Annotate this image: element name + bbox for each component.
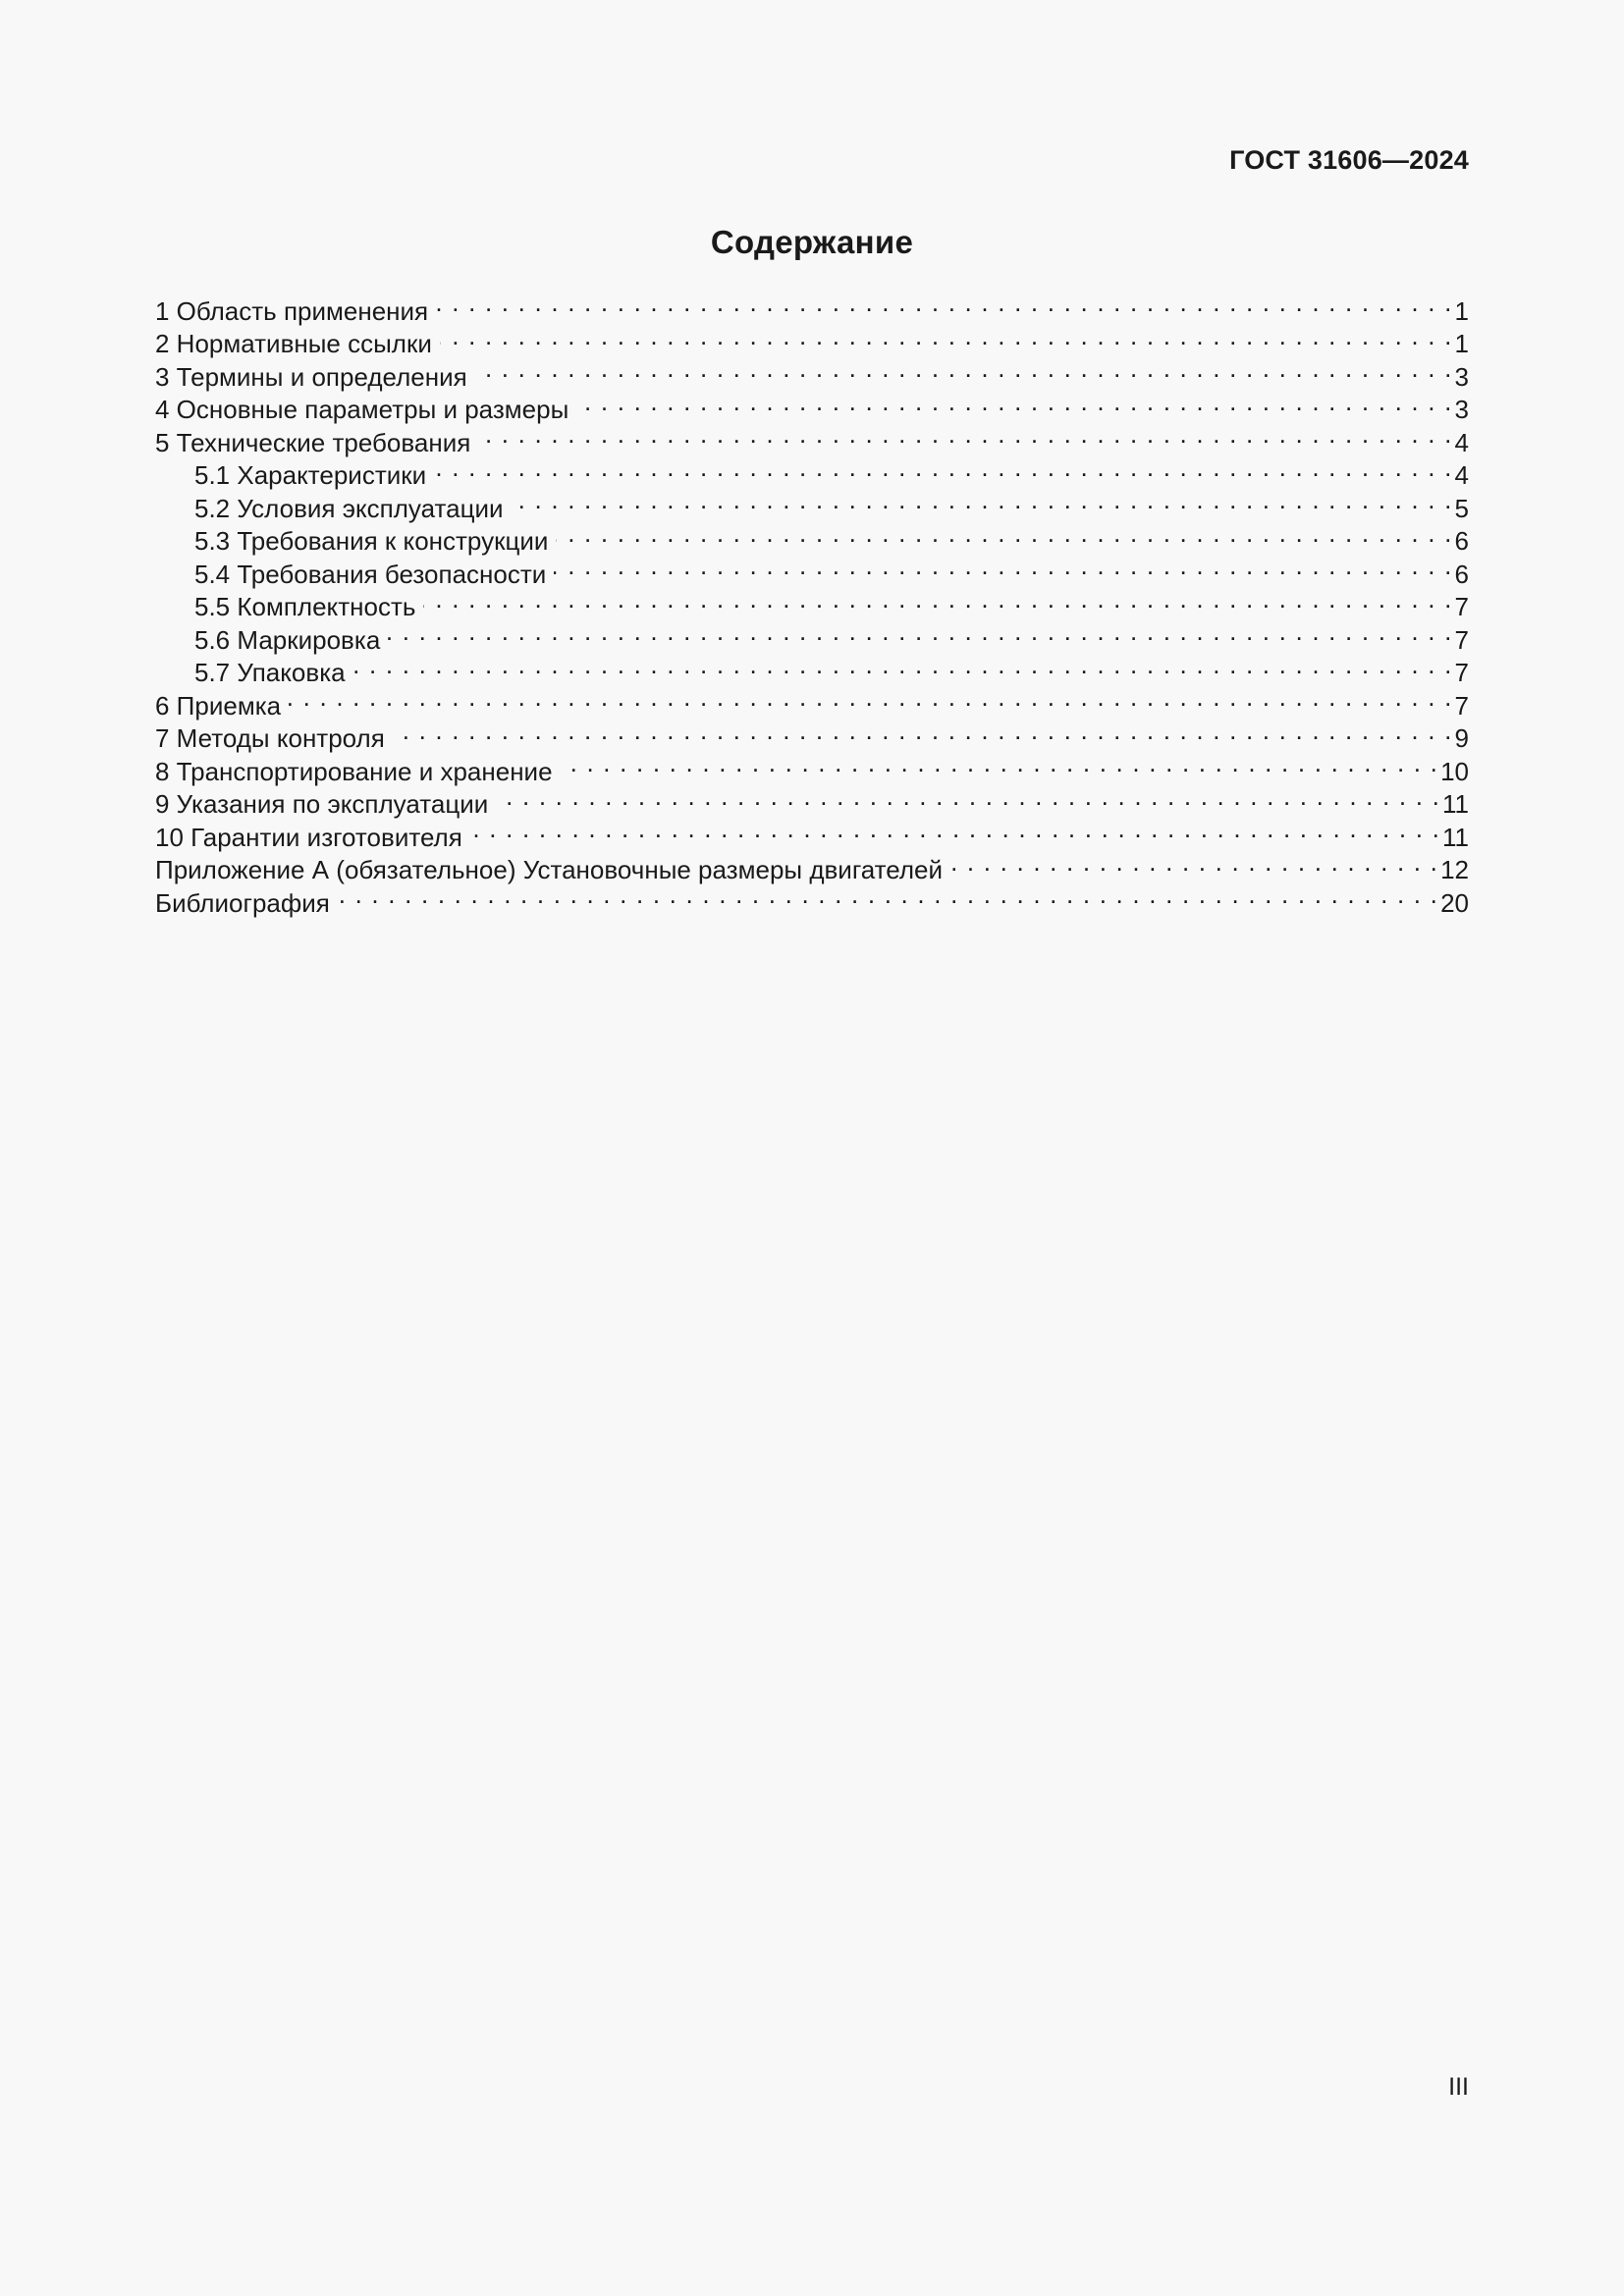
toc-entry-page: 3 — [1454, 361, 1469, 392]
dot-leader — [470, 813, 1440, 846]
document-code: ГОСТ 31606—2024 — [1229, 145, 1469, 175]
toc-entry-page: 7 — [1454, 690, 1469, 721]
toc-entry-page: 3 — [1454, 395, 1469, 424]
toc-entry-label: 5.4 Требования безопасности — [194, 559, 547, 589]
dot-leader — [353, 649, 1453, 682]
dot-leader — [289, 681, 1452, 715]
page-number: III — [1448, 2073, 1469, 2101]
toc-entry-page: 20 — [1440, 887, 1469, 918]
dot-leader — [388, 615, 1452, 649]
toc-entry-page: 12 — [1440, 855, 1469, 884]
toc-title: Содержание — [710, 224, 914, 260]
toc-entry-page: 4 — [1454, 460, 1469, 490]
toc-entry-label: 5.5 Комплектность — [194, 592, 416, 621]
toc-entry-label: 3 Термины и определения — [155, 361, 467, 392]
toc-entry-page: 7 — [1454, 592, 1469, 621]
dot-leader — [950, 846, 1438, 880]
toc-entry-label: 10 Гарантии изготовителя — [155, 822, 462, 852]
toc-entry-page: 11 — [1442, 822, 1469, 852]
dot-leader — [554, 550, 1452, 583]
table-of-contents — [155, 287, 1469, 918]
toc-entry-label: 8 Транспортирование и хранение — [155, 756, 553, 786]
toc-entry-page: 1 — [1454, 329, 1469, 358]
toc-entry-label: 5 Технические требования — [155, 427, 471, 457]
dot-leader — [434, 452, 1452, 485]
toc-entry-label: 5.7 Упаковка — [194, 658, 346, 687]
toc-entry[interactable] — [155, 287, 1469, 326]
dot-leader — [475, 352, 1453, 386]
toc-entry-label: 9 Указания по эксплуатации — [155, 789, 489, 819]
toc-entry-label: 1 Область применения — [155, 295, 429, 326]
toc-entry[interactable] — [155, 879, 1469, 918]
dot-leader — [436, 287, 1452, 320]
toc-entry-page: 7 — [1454, 624, 1469, 655]
toc-entry-label: 5.6 Маркировка — [194, 624, 381, 655]
toc-entry-label: 4 Основные параметры и размеры — [155, 395, 569, 424]
toc-entry-page: 6 — [1454, 559, 1469, 589]
toc-entry-label: Библиография — [155, 887, 330, 918]
dot-leader — [440, 320, 1453, 353]
dot-leader — [561, 747, 1439, 780]
dot-leader — [423, 583, 1452, 616]
toc-entry-page: 4 — [1454, 427, 1469, 457]
toc-subentry[interactable] — [155, 649, 1469, 687]
toc-entry[interactable] — [155, 681, 1469, 721]
toc-entry-page: 1 — [1454, 295, 1469, 326]
toc-entry-label: 2 Нормативные ссылки — [155, 329, 432, 358]
dot-leader — [338, 879, 1438, 912]
toc-entry[interactable] — [155, 715, 1469, 753]
toc-entry-label: 7 Методы контроля — [155, 723, 385, 753]
dot-leader — [576, 386, 1452, 419]
dot-leader — [496, 780, 1440, 814]
toc-entry-page: 6 — [1454, 526, 1469, 556]
toc-entry-page: 5 — [1454, 493, 1469, 523]
toc-entry-label: 5.3 Требования к конструкции — [194, 526, 549, 556]
dot-leader — [556, 517, 1452, 551]
toc-entry-page: 10 — [1440, 756, 1469, 786]
toc-entry-page: 11 — [1442, 789, 1469, 819]
toc-entry-label: 6 Приемка — [155, 690, 282, 721]
toc-entry-label: 5.2 Условия эксплуатации — [194, 493, 504, 523]
toc-entry-label: Приложение А (обязательное) Установочные размеры двигателей — [155, 855, 943, 884]
dot-leader — [393, 715, 1453, 748]
toc-entry-page: 9 — [1454, 723, 1469, 753]
toc-entry-label: 5.1 Характеристики — [194, 460, 427, 490]
dot-leader — [512, 484, 1453, 517]
toc-entry-page: 7 — [1454, 658, 1469, 687]
dot-leader — [478, 418, 1452, 452]
